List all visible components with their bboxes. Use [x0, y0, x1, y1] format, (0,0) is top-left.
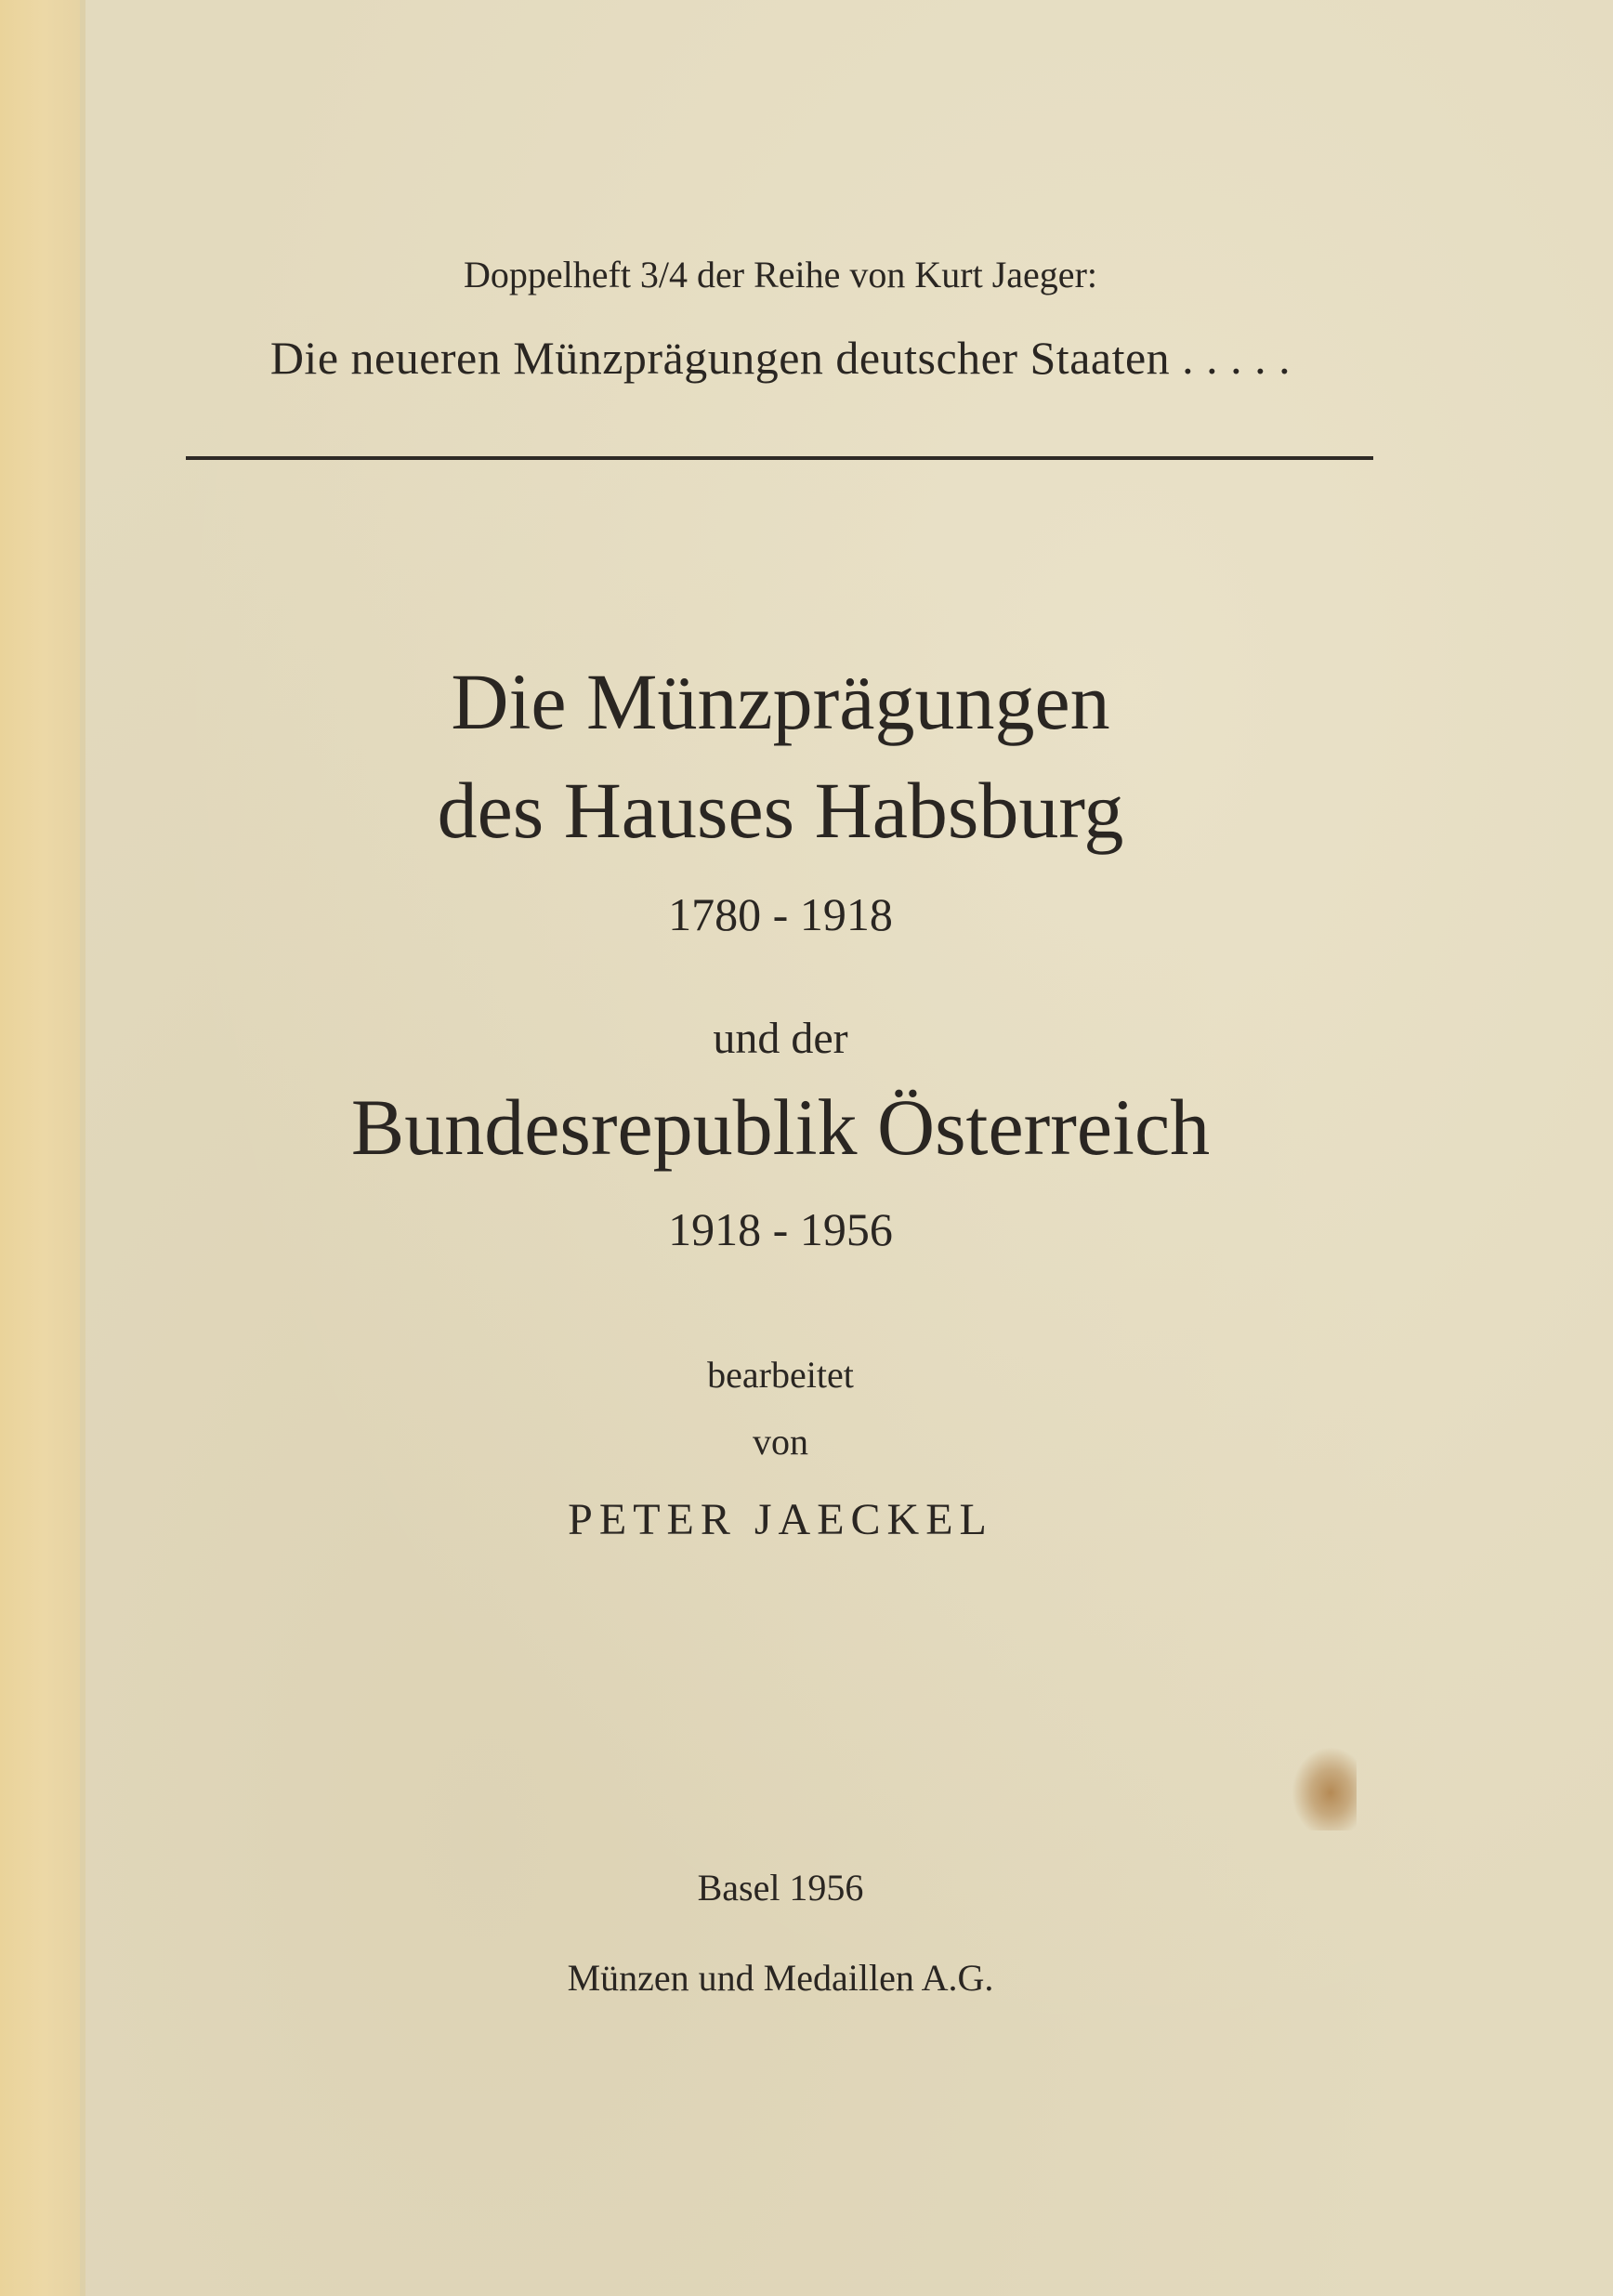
imprint-place-year: Basel 1956: [697, 1867, 864, 1909]
title-line1: Die Münzprägungen: [451, 657, 1110, 746]
title-line3: Bundesrepublik Österreich: [350, 1082, 1211, 1172]
title-line2: des Hauses Habsburg: [437, 766, 1124, 855]
paper-stain: [1292, 1747, 1357, 1830]
title-dates2: 1918 - 1956: [668, 1203, 893, 1255]
series-header-line2: Die neueren Münzprägungen deutscher Staaten . . . . .: [269, 332, 1292, 384]
imprint-publisher: Münzen und Medaillen A.G.: [567, 1957, 994, 1999]
series-header-line1: Doppelheft 3/4 der Reihe von Kurt Jaeger:: [463, 254, 1097, 295]
credit-by: von: [753, 1421, 808, 1463]
title-dates1: 1780 - 1918: [668, 888, 893, 940]
author-name: PETER JAECKEL: [568, 1495, 993, 1544]
title-connector: und der: [713, 1014, 848, 1063]
credit-edited: bearbeitet: [707, 1354, 854, 1396]
divider-rule: [186, 456, 1373, 460]
